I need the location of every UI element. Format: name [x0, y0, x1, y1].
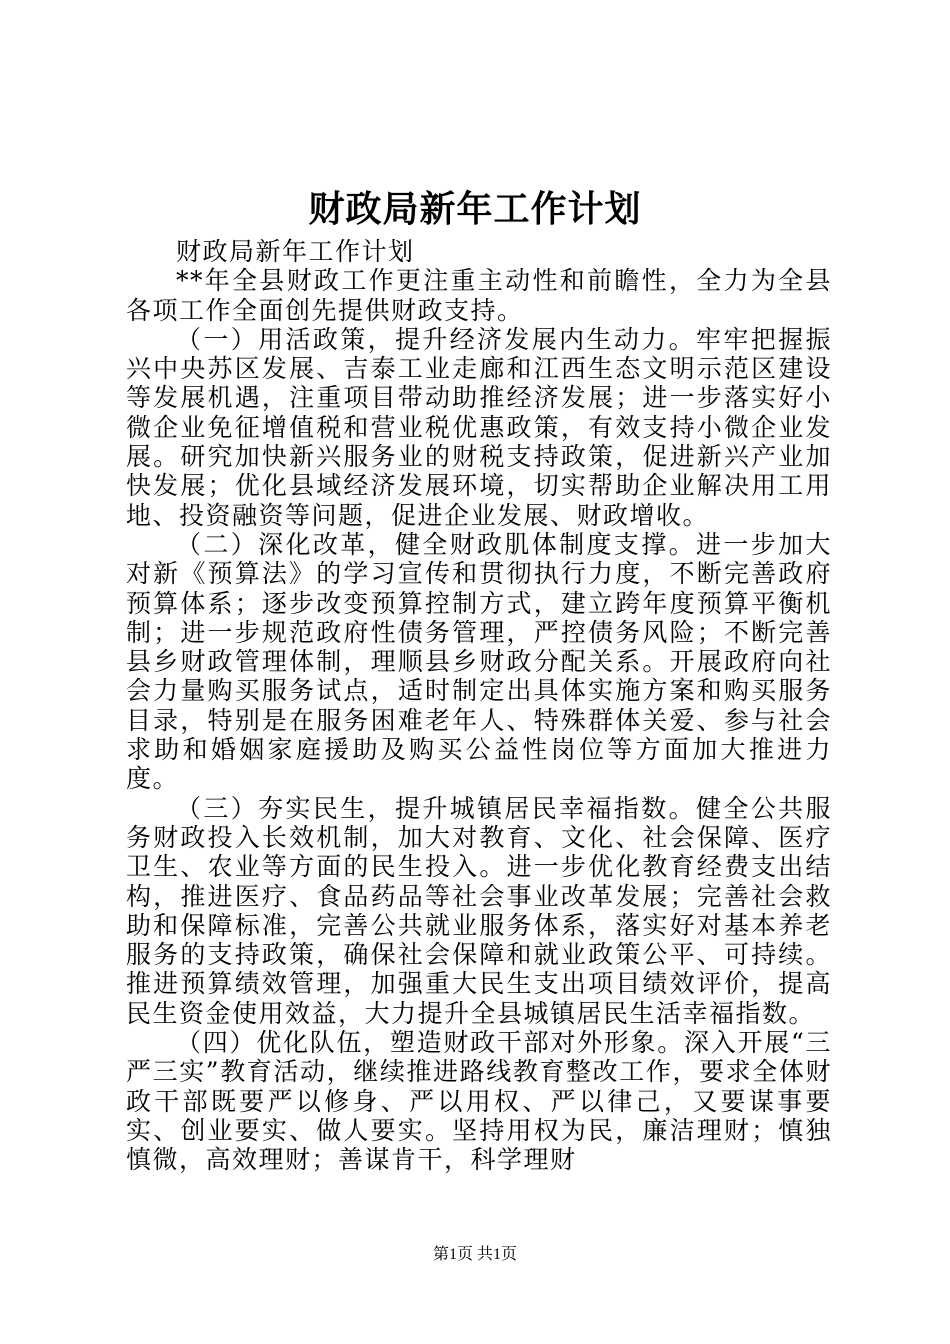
paragraph: （一）用活政策，提升经济发展内生动力。牢牢把握振兴中央苏区发展、吉泰工业走廊和江西生态文明示范区建设等发展机遇，注重项目带动助推经济发展；进一步落实好小微企业免征增值税和营业税优惠政策，有效支持小微企业发展。研究加快新兴服务业的财税支持政策，促进新兴产业加快发展；优化县域经济发展环境，切实帮助企业解决用工用地、投资融资等问题，促进企业发展、财政增收。	[126, 324, 832, 530]
page-footer: 第1页 共1页	[432, 1246, 517, 1263]
paragraph: （四）优化队伍，塑造财政干部对外形象。深入开展“三严三实”教育活动，继续推进路线教育整改工作，要求全体财政干部既要严以修身、严以用权、严以律己，又要谋事要实、创业要实、做人要实。坚持用权为民，廉洁理财；慎独慎微，高效理财；善谋肯干，科学理财	[126, 1028, 832, 1175]
paragraph: 财政局新年工作计划	[176, 237, 415, 266]
document-body	[126, 237, 832, 1175]
paragraph: （三）夯实民生，提升城镇居民幸福指数。健全公共服务财政投入长效机制，加大对教育、文化、社会保障、医疗卫生、农业等方面的民生投入。进一步优化教育经费支出结构，推进医疗、食品药品等社会事业改革发展；完善社会救助和保障标准，完善公共就业服务体系，落实好对基本养老服务的支持政策，确保社会保障和就业政策公平、可持续。推进预算绩效管理，加强重大民生支出项目绩效评价，提高民生资金使用效益，大力提升全县城镇居民生活幸福指数。	[126, 793, 832, 1028]
paragraph: **年全县财政工作更注重主动性和前瞻性，全力为全县各项工作全面创先提供财政支持。	[126, 266, 832, 325]
document-title: 财政局新年工作计划	[308, 188, 642, 230]
paragraph: （二）深化改革，健全财政肌体制度支撑。进一步加大对新《预算法》的学习宣传和贯彻执行力度，不断完善政府预算体系；逐步改变预算控制方式，建立跨年度预算平衡机制；进一步规范政府性债务管理，严控债务风险；不断完善县乡财政管理体制，理顺县乡财政分配关系。开展政府向社会力量购买服务试点，适时制定出具体实施方案和购买服务目录，特别是在服务困难老年人、特殊群体关爱、参与社会求助和婚姻家庭援助及购买公益性岗位等方面加大推进力度。	[126, 529, 832, 794]
